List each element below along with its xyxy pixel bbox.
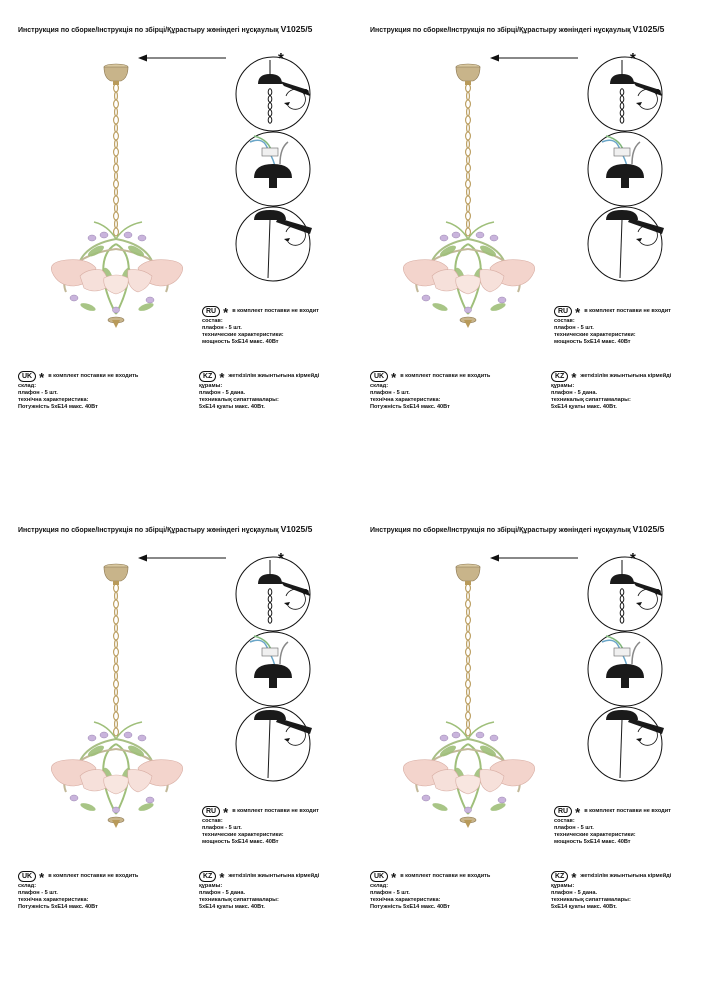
wire-connection-icon <box>236 132 310 206</box>
title-text: Инструкция по сборке/Інструкція по збірці/Құрастыру жөніндегі нұсқаулық <box>370 27 631 34</box>
instruction-panel-4 <box>370 524 707 994</box>
spec-line: 5хЕ14 қуаты макс. 40Вт. <box>551 904 617 910</box>
instruction-panel-2 <box>370 24 707 494</box>
spec-line: Потужність 5хЕ14 макс. 40Вт <box>370 904 450 910</box>
spec-line: технические характеристики: <box>202 332 284 338</box>
spec-line: мощность 5хЕ14 макс. 40Вт <box>202 339 279 345</box>
spec-line: мощность 5хЕ14 макс. 40Вт <box>202 839 279 845</box>
star-icon: * <box>571 370 577 385</box>
spec-line: технічна характеристика: <box>18 897 89 903</box>
chain <box>114 584 119 736</box>
spec-line: техникалық сипаттамалары: <box>551 397 631 403</box>
spec-line: технические характеристики: <box>554 332 636 338</box>
spec-line: состав: <box>554 318 575 324</box>
spec-line: 5хЕ14 қуаты макс. 40Вт. <box>551 404 617 410</box>
note-text: в комплект поставки не входит <box>584 807 671 814</box>
spec-line: технические характеристики: <box>554 832 636 838</box>
title-text: Инструкция по сборке/Інструкція по збірці/Құрастыру жөніндегі нұсқаулық <box>370 527 631 534</box>
kz-section <box>199 870 319 911</box>
lang-badge-uk: UK <box>370 871 388 882</box>
wire-connection-icon <box>588 132 662 206</box>
star-icon: * <box>219 870 225 885</box>
callout-star: * <box>303 86 309 103</box>
chain <box>466 84 471 236</box>
wire-connection-icon <box>588 632 662 706</box>
uk-section <box>370 870 490 911</box>
arrow-left-icon <box>490 55 578 62</box>
bottom-finial <box>108 817 124 828</box>
instruction-panel-1 <box>18 24 368 494</box>
star-icon: * <box>219 370 225 385</box>
note-text: жеткізілім жиынтығына кірмейді <box>228 372 320 379</box>
ceiling-canopy <box>456 564 480 585</box>
ceiling-cup-screw-icon <box>588 207 664 281</box>
lang-badge-ru: RU <box>202 806 220 817</box>
note-text: в комплект поставки не входить <box>48 872 139 879</box>
spec-line: құрамы: <box>199 383 223 389</box>
spec-line: техникалық сипаттамалары: <box>199 897 279 903</box>
spec-line: плафон - 5 дана. <box>551 390 598 396</box>
bottom-finial <box>460 817 476 828</box>
ceiling-cup-screw-icon <box>588 707 664 781</box>
spec-line: құрамы: <box>199 883 223 889</box>
kz-section <box>199 370 319 411</box>
note-text: в комплект поставки не входить <box>400 372 491 379</box>
ru-section <box>554 805 671 846</box>
spec-line: технічна характеристика: <box>370 397 441 403</box>
spec-line: плафон - 5 шт. <box>554 825 594 831</box>
title-text: Инструкция по сборке/Інструкція по збірці/Құрастыру жөніндегі нұсқаулық <box>18 527 279 534</box>
model-number: V1025/5 <box>280 524 313 534</box>
star-icon: * <box>223 805 229 820</box>
spec-line: плафон - 5 дана. <box>199 390 246 396</box>
spec-line: плафон - 5 шт. <box>370 390 410 396</box>
spec-line: құрамы: <box>551 883 575 889</box>
star-icon: * <box>223 305 229 320</box>
callout-star: * <box>278 50 284 67</box>
wire-connection-icon <box>236 632 310 706</box>
star-icon: * <box>575 805 581 820</box>
star-icon: * <box>571 870 577 885</box>
spec-line: плафон - 5 шт. <box>370 890 410 896</box>
uk-section <box>370 370 490 411</box>
callout-star: * <box>655 86 661 103</box>
chain <box>466 584 471 736</box>
ceiling-cup-mount-icon <box>236 557 310 631</box>
arrow-left-icon <box>138 555 226 562</box>
kz-section <box>551 870 671 911</box>
star-icon: * <box>391 370 397 385</box>
ceiling-canopy <box>104 564 128 585</box>
spec-line: склад: <box>370 383 389 389</box>
spec-line: плафон - 5 шт. <box>202 325 242 331</box>
spec-line: 5хЕ14 қуаты макс. 40Вт. <box>199 404 265 410</box>
spec-line: плафон - 5 дана. <box>551 890 598 896</box>
note-text: жеткізілім жиынтығына кірмейді <box>580 872 672 879</box>
glass-shades <box>403 760 534 794</box>
lang-badge-uk: UK <box>18 371 36 382</box>
ceiling-canopy <box>456 64 480 85</box>
bottom-finial <box>460 317 476 328</box>
ru-section <box>202 305 319 346</box>
note-text: в комплект поставки не входит <box>584 307 671 314</box>
note-text: в комплект поставки не входит <box>232 307 319 314</box>
bottom-finial <box>108 317 124 328</box>
spec-line: склад: <box>18 883 37 889</box>
kz-section <box>551 370 671 411</box>
spec-line: Потужність 5хЕ14 макс. 40Вт <box>18 904 98 910</box>
spec-line: мощность 5хЕ14 макс. 40Вт <box>554 839 631 845</box>
spec-line: техникалық сипаттамалары: <box>199 397 279 403</box>
model-number: V1025/5 <box>632 24 665 34</box>
lang-badge-ru: RU <box>202 306 220 317</box>
lang-badge-kz: KZ <box>551 371 568 382</box>
ru-section <box>202 805 319 846</box>
note-text: в комплект поставки не входить <box>400 872 491 879</box>
glass-shades <box>51 260 182 294</box>
star-icon: * <box>39 870 45 885</box>
spec-line: Потужність 5хЕ14 макс. 40Вт <box>370 404 450 410</box>
lang-badge-ru: RU <box>554 306 572 317</box>
model-number: V1025/5 <box>280 24 313 34</box>
chandelier-illustration <box>18 524 368 994</box>
spec-line: плафон - 5 шт. <box>18 890 58 896</box>
note-text: жеткізілім жиынтығына кірмейді <box>580 372 672 379</box>
ceiling-cup-mount-icon <box>236 57 310 131</box>
ceiling-cup-mount-icon <box>588 57 662 131</box>
ru-section <box>554 305 671 346</box>
uk-section <box>18 870 138 911</box>
note-text: в комплект поставки не входить <box>48 372 139 379</box>
callout-star: * <box>630 550 636 567</box>
callout-star: * <box>630 50 636 67</box>
callout-star: * <box>303 586 309 603</box>
spec-line: склад: <box>370 883 389 889</box>
chain <box>114 84 119 236</box>
spec-line: состав: <box>202 818 223 824</box>
model-number: V1025/5 <box>632 524 665 534</box>
instruction-panel-3 <box>18 524 368 994</box>
spec-line: плафон - 5 дана. <box>199 890 246 896</box>
note-text: жеткізілім жиынтығына кірмейді <box>228 872 320 879</box>
glass-shades <box>403 260 534 294</box>
spec-line: 5хЕ14 қуаты макс. 40Вт. <box>199 904 265 910</box>
spec-line: состав: <box>202 318 223 324</box>
spec-line: мощность 5хЕ14 макс. 40Вт <box>554 339 631 345</box>
lang-badge-uk: UK <box>370 371 388 382</box>
spec-line: Потужність 5хЕ14 макс. 40Вт <box>18 404 98 410</box>
glass-shades <box>51 760 182 794</box>
ceiling-cup-mount-icon <box>588 557 662 631</box>
lang-badge-kz: KZ <box>199 371 216 382</box>
lang-badge-ru: RU <box>554 806 572 817</box>
spec-line: технические характеристики: <box>202 832 284 838</box>
callout-star: * <box>278 550 284 567</box>
spec-line: склад: <box>18 383 37 389</box>
spec-line: технічна характеристика: <box>370 897 441 903</box>
spec-line: плафон - 5 шт. <box>202 825 242 831</box>
arrow-left-icon <box>490 555 578 562</box>
spec-line: плафон - 5 шт. <box>554 325 594 331</box>
spec-line: плафон - 5 шт. <box>18 390 58 396</box>
star-icon: * <box>575 305 581 320</box>
star-icon: * <box>39 370 45 385</box>
ceiling-cup-screw-icon <box>236 207 312 281</box>
star-icon: * <box>391 870 397 885</box>
note-text: в комплект поставки не входит <box>232 807 319 814</box>
uk-section <box>18 370 138 411</box>
lang-badge-uk: UK <box>18 871 36 882</box>
lang-badge-kz: KZ <box>551 871 568 882</box>
spec-line: состав: <box>554 818 575 824</box>
ceiling-canopy <box>104 64 128 85</box>
spec-line: технічна характеристика: <box>18 397 89 403</box>
title-text: Инструкция по сборке/Інструкція по збірці/Құрастыру жөніндегі нұсқаулық <box>18 27 279 34</box>
spec-line: техникалық сипаттамалары: <box>551 897 631 903</box>
callout-star: * <box>655 586 661 603</box>
spec-line: құрамы: <box>551 383 575 389</box>
ceiling-cup-screw-icon <box>236 707 312 781</box>
chandelier-illustration <box>18 24 368 494</box>
lang-badge-kz: KZ <box>199 871 216 882</box>
arrow-left-icon <box>138 55 226 62</box>
